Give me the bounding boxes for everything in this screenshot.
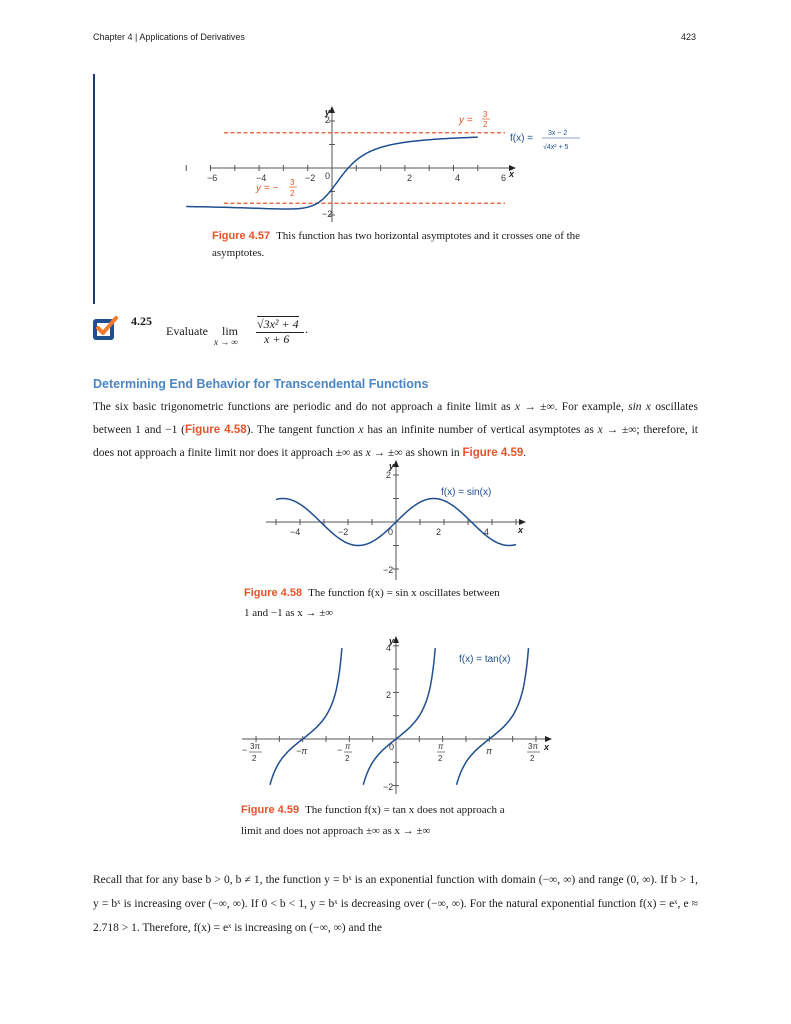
exercise-limit-expression [214, 318, 324, 348]
tan-branch-curve [363, 648, 435, 785]
f459-x-tick-label-pi-2 [437, 742, 445, 763]
math: x → ±∞ [597, 424, 637, 436]
svg-text:2: 2 [530, 754, 535, 763]
tan-branch-curve [270, 648, 342, 785]
text: has an infinite number of vertical asymptotes as [363, 424, 598, 436]
svg-text:2: 2 [438, 754, 443, 763]
f457-function-label [510, 130, 580, 151]
f458-x-tick-label: −2 [338, 527, 349, 537]
f457-x-axis-label: x [509, 169, 515, 179]
svg-text:f(x) =: f(x) = [510, 133, 534, 144]
svg-text:3π: 3π [528, 742, 538, 751]
text: ; therefore, it does not approach a finite limit nor does it approach [93, 424, 698, 459]
f458-y-tick-label: 2 [386, 470, 392, 480]
caption-text: The function f(x) = tan x does not approach a [305, 804, 505, 816]
f457-upper-asymptote-label [458, 110, 490, 129]
f457-x-tick-label: −2 [305, 173, 316, 183]
f457-y-tick-label: −2 [322, 209, 333, 219]
caption-text: limit and does not approach ±∞ as x → ±∞ [241, 825, 431, 837]
math: x [358, 424, 364, 436]
f459-x-tick-label-3pi-2 [527, 742, 540, 763]
running-header-chapter: Chapter 4 | Applications of Derivatives [93, 32, 245, 42]
f458-y-axis-label: y [389, 461, 395, 471]
svg-text:2: 2 [483, 120, 488, 129]
exercise-prompt [166, 324, 208, 339]
text: ). The tangent function [246, 424, 359, 436]
figure-4-58-link[interactable]: Figure 4.58 [184, 424, 247, 436]
math: 1 and −1 [135, 424, 178, 436]
math: x → ±∞ [514, 401, 555, 413]
f457-y-tick-label: 2 [325, 115, 331, 125]
lim-subscript: x → ∞ [214, 337, 238, 347]
f457-x-tick-label: −4 [256, 173, 267, 183]
section-title: Determining End Behavior for Transcendental Functions [93, 377, 429, 391]
f459-x-tick-label-zero: 0 [389, 742, 395, 752]
f458-x-tick-label: −4 [290, 527, 301, 537]
figures-4-58-4-59-plots [0, 450, 791, 810]
text: ( [177, 424, 185, 436]
text: . For example, [554, 401, 629, 413]
figure-label: Figure 4.57 [212, 230, 271, 242]
f457-x-tick-label: 2 [407, 173, 413, 183]
text: . [523, 447, 527, 459]
f459-y-tick-label: 2 [386, 690, 392, 700]
svg-text:π: π [345, 742, 351, 751]
f458-function-label: f(x) = sin(x) [441, 487, 492, 498]
f459-y-axis-label: y [389, 636, 395, 646]
f459-function-label: f(x) = tan(x) [459, 654, 511, 665]
figure-label: Figure 4.59 [241, 804, 300, 816]
checkpoint-icon [92, 315, 118, 341]
math: sin x [628, 401, 651, 413]
caption-text: 1 and −1 as x → ±∞ [244, 607, 334, 619]
figure-4-58-caption [244, 583, 564, 623]
figure-label: Figure 4.58 [244, 587, 303, 599]
caption-text: This function has two horizontal asymptotes and it crosses one of the asymptotes. [212, 230, 581, 259]
svg-text:y = −: y = − [256, 183, 279, 194]
f459-x-tick-label-neg-pi-2 [337, 742, 352, 763]
svg-text:y =: y = [459, 115, 473, 126]
svg-text:2: 2 [290, 189, 295, 198]
f457-y-axis-label: y [325, 107, 331, 117]
text: The six basic trigonometric functions are periodic and do not approach a finite limit as [93, 401, 515, 413]
math: ±∞ [335, 447, 351, 459]
paragraph-exponential: Recall that for any base b > 0, b ≠ 1, the function y = bˣ is an exponential function with domain (−∞, ∞) and range (0, ∞). If b > 1, y = bˣ is increasing over (−∞, ∞). If 0 < b < 1, y = bˣ is decreasing over (−∞, ∞). For the natural exponential function f(x) = eˣ, e ≈ 2.718 > 1. Therefore, f(x) = eˣ is increasing on (−∞, ∞) and the [93, 874, 698, 934]
svg-text:3: 3 [483, 110, 488, 119]
svg-text:−: − [242, 745, 248, 755]
f457-x-tick-label: 0 [325, 171, 331, 181]
page-number: 423 [681, 32, 697, 42]
svg-text:−: − [337, 745, 343, 755]
f458-x-tick-label: 2 [436, 527, 442, 537]
f457-x-tick-label: 6 [501, 173, 507, 183]
f457-x-tick-label: −6 [207, 173, 218, 183]
f458-axes [266, 460, 526, 580]
svg-text:3: 3 [290, 178, 295, 187]
f459-y-tick-label: −2 [383, 782, 394, 792]
f458-x-tick-label: 0 [388, 527, 394, 537]
svg-text:π: π [438, 742, 444, 751]
svg-text:2: 2 [345, 754, 350, 763]
f458-x-tick-label: 4 [484, 527, 490, 537]
exercise-prompt-text: Evaluate [166, 324, 208, 338]
f459-x-tick-label-pi: π [486, 746, 493, 756]
svg-text:3π: 3π [250, 742, 260, 751]
caption-text: The function f(x) = sin x oscillates between [308, 587, 500, 599]
figure-4-59-caption [241, 800, 571, 842]
f459-x-tick-label-neg-pi: −π [296, 746, 308, 756]
text: as [350, 447, 366, 459]
f459-curve-group [270, 648, 529, 785]
figure-4-59-link[interactable]: Figure 4.59 [462, 447, 524, 459]
f457-x-tick-label: 4 [455, 173, 461, 183]
f459-x-axis-label: x [544, 742, 550, 752]
svg-text:3x − 2: 3x − 2 [548, 130, 568, 137]
text: oscillates between [93, 401, 698, 436]
fraction-numerator: √3x² + 4 [257, 317, 299, 331]
text: as shown in [402, 447, 463, 459]
svg-text:2: 2 [252, 754, 257, 763]
f459-y-tick-label: 4 [386, 643, 392, 653]
f458-y-tick-label: −2 [383, 565, 394, 575]
figure-4-57-caption [212, 228, 592, 262]
fraction-denominator: x + 6 [264, 332, 290, 346]
svg-text:√4x² + 5: √4x² + 5 [543, 144, 569, 151]
f459-x-tick-label-neg-3pi-2 [242, 742, 262, 763]
trailing-period: . [305, 322, 308, 336]
lim-label: lim [222, 324, 239, 338]
exercise-number: 4.25 [131, 314, 152, 328]
tan-branch-curve [457, 648, 529, 785]
math: x → ±∞ [365, 447, 403, 459]
f458-x-axis-label: x [518, 525, 524, 535]
